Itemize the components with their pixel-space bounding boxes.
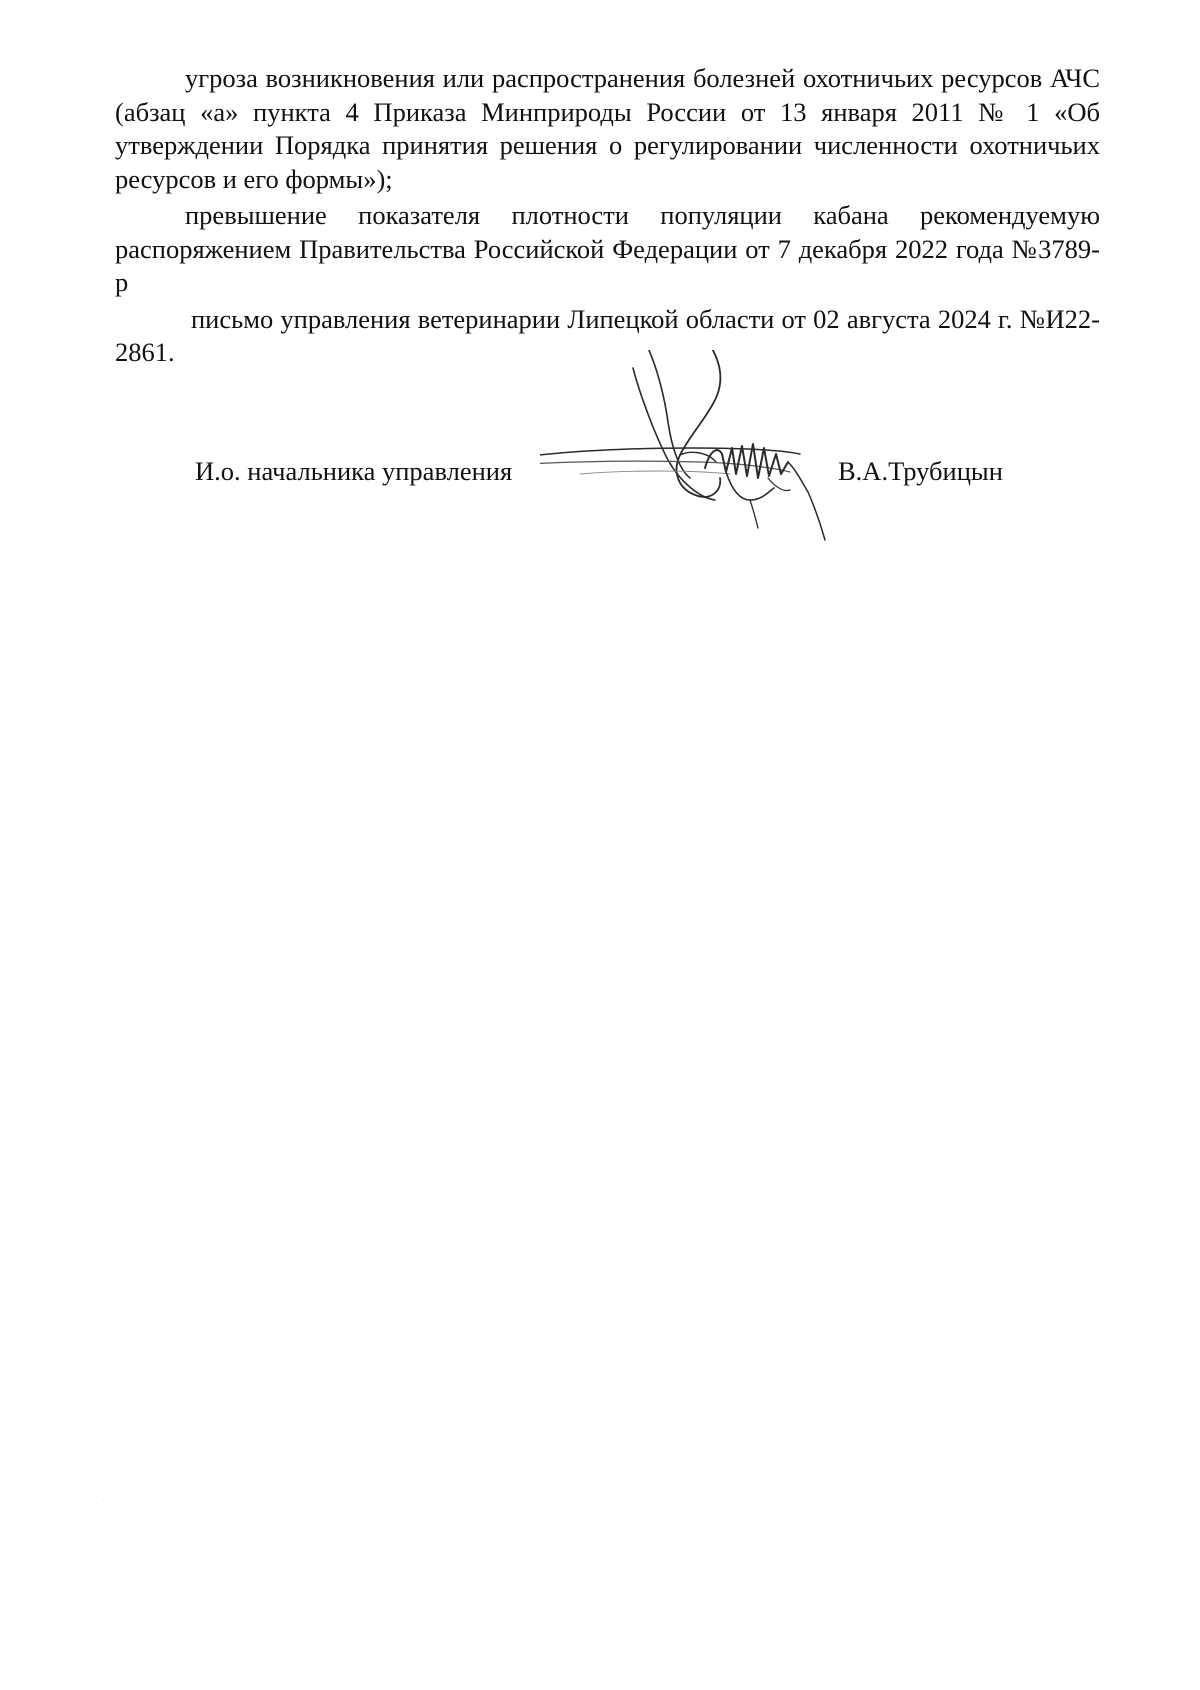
handwritten-signature	[540, 350, 880, 560]
paragraph-population-density: превышение показателя плотности популяции кабана рекомендуемую распоряжением Правительства Российской Федерации от 7 декабря 2022 года №3789-р	[115, 200, 1100, 297]
scan-speck	[103, 1500, 104, 1501]
signer-name: В.А.Трубицын	[838, 456, 1003, 486]
paragraph-veterinary-letter: письмо управления ветеринарии Липецкой области от 02 августа 2024 г. №И22-2861.	[115, 303, 1100, 367]
signature-block	[0, 350, 1200, 570]
document-body	[115, 62, 1100, 373]
paragraph-asf-threat: угроза возникновения или распространения болезней охотничьих ресурсов АЧС (абзац «а» пункта 4 Приказа Минприроды России от 13 января 2011 № 1 «Об утверждении Порядка принятия решения о регулировании численности охотничьих ресурсов и его формы»);	[115, 63, 1100, 194]
signer-position: И.о. начальника управления	[195, 456, 513, 486]
